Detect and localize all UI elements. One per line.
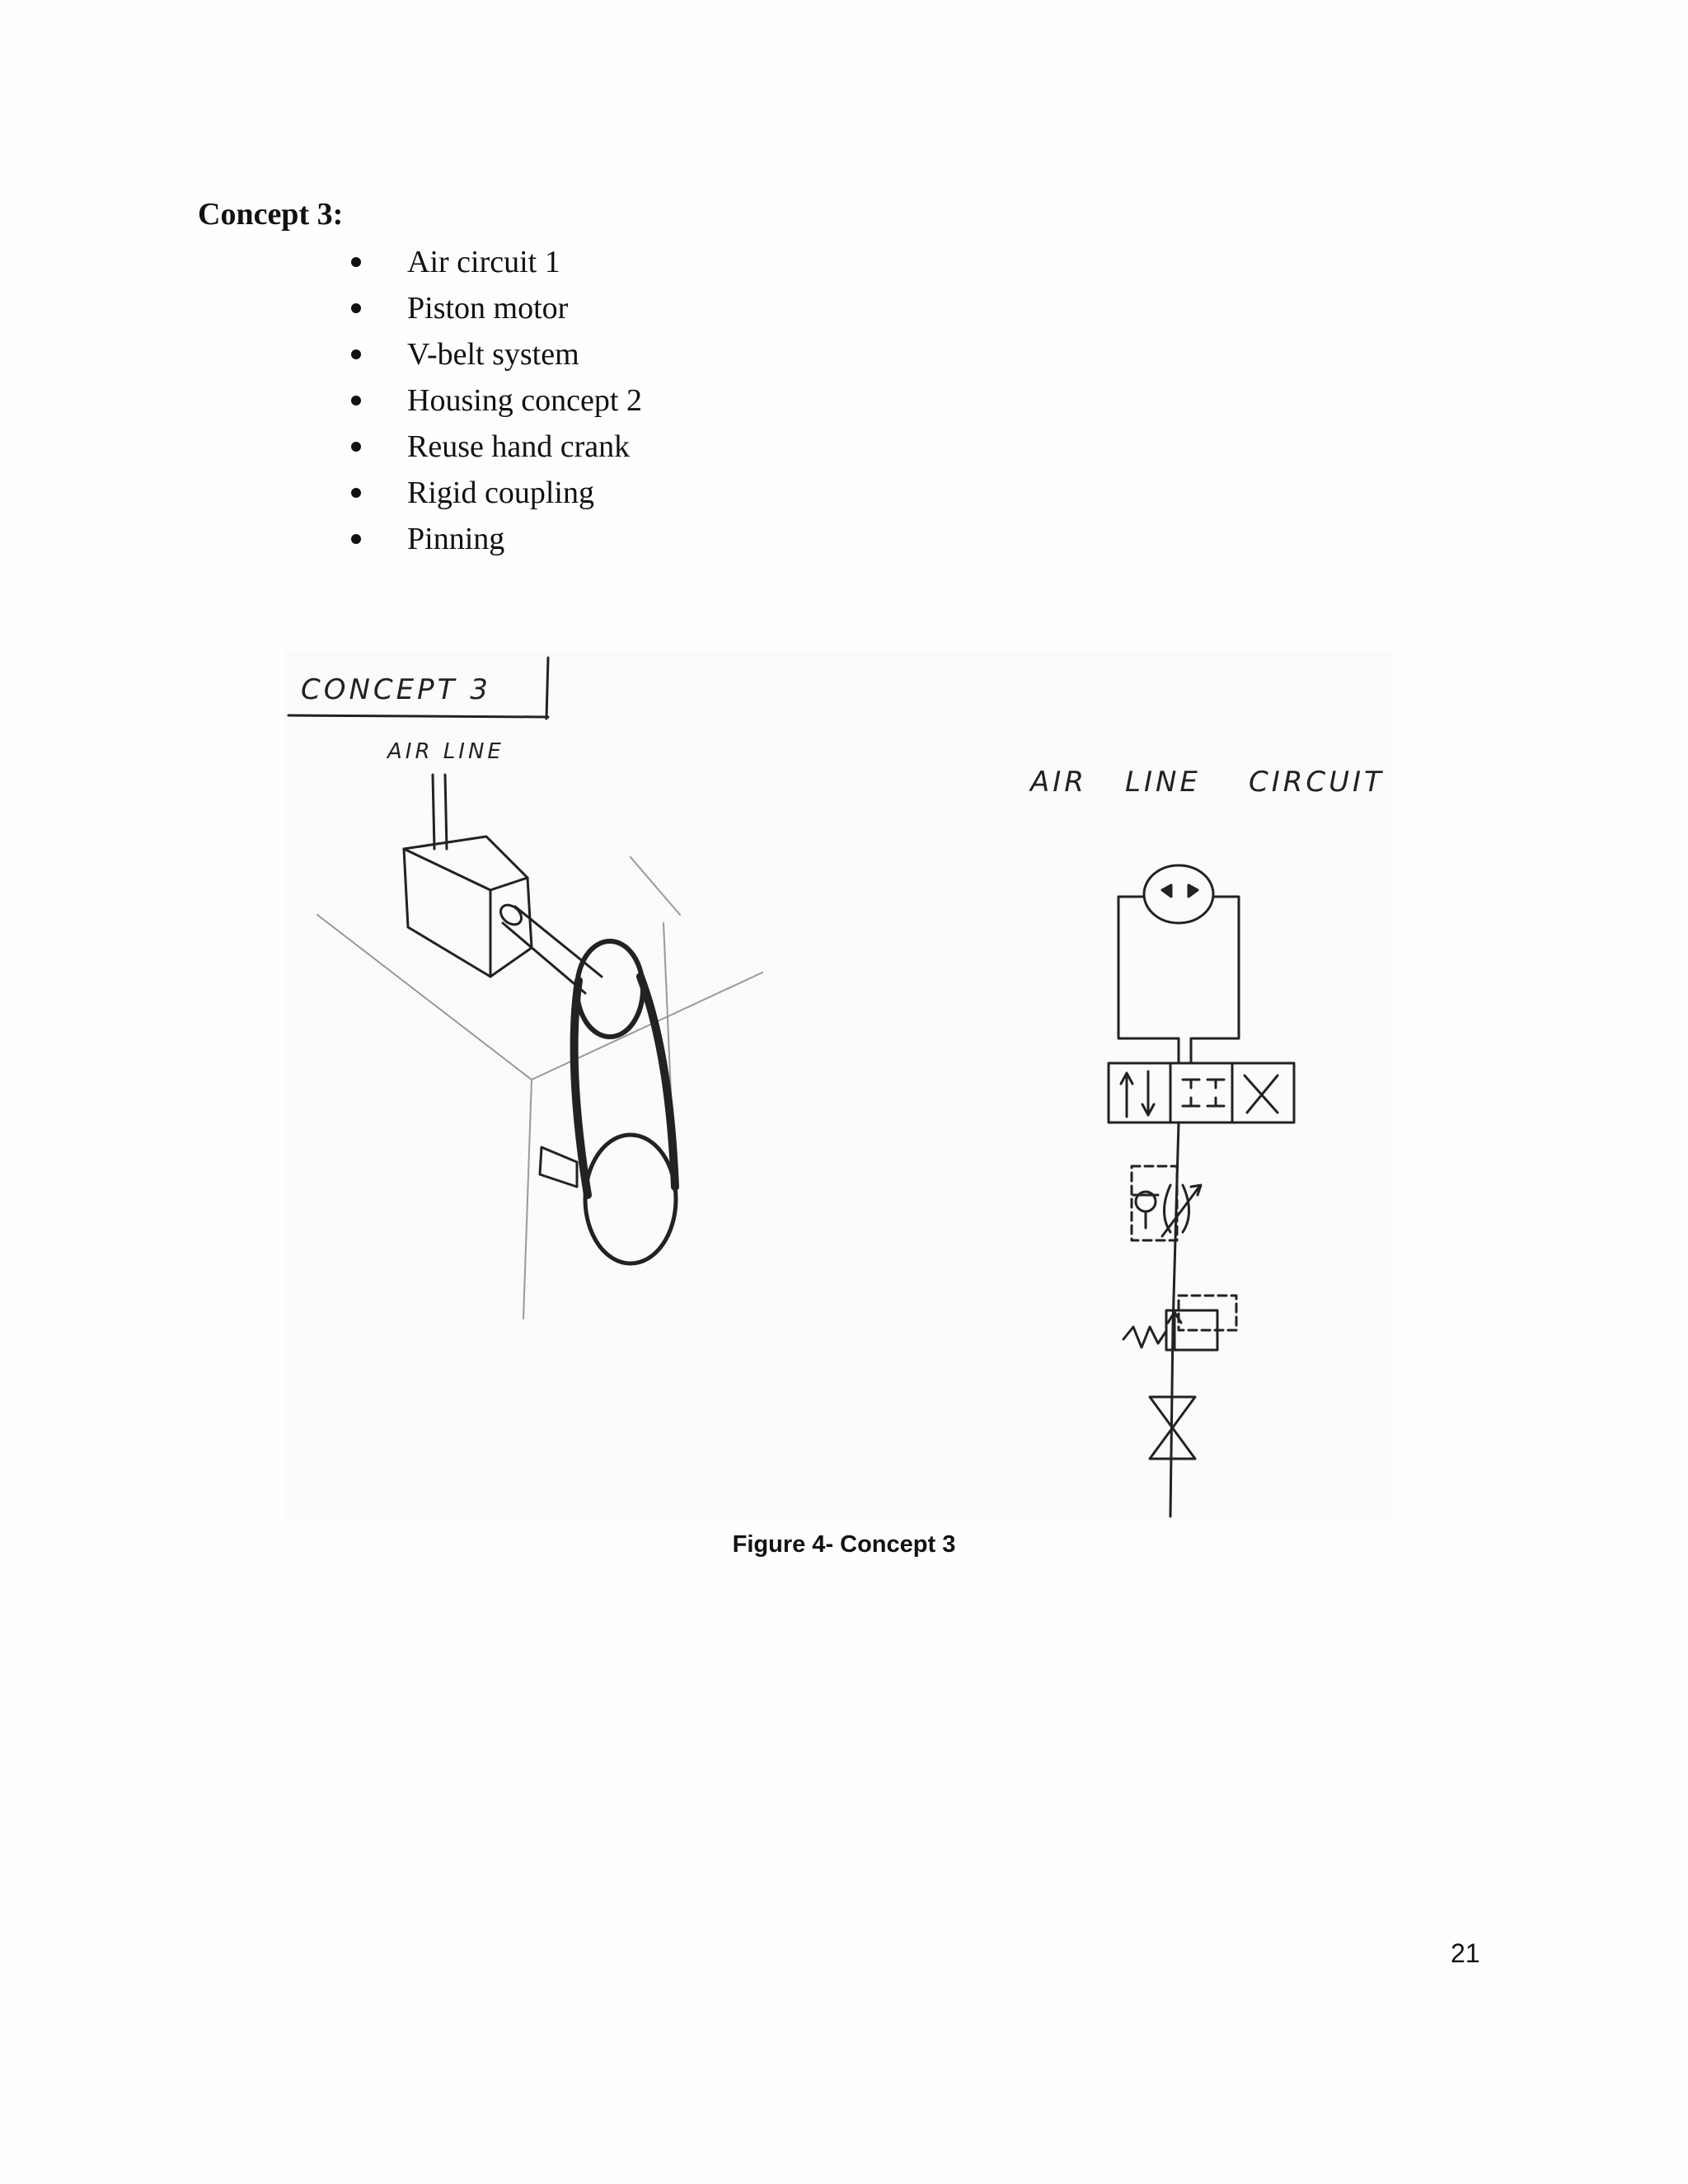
directional-valve <box>1109 1063 1294 1122</box>
title-underline <box>288 715 548 717</box>
air-pipe-right <box>445 775 447 849</box>
hand-sketch <box>284 651 1393 1521</box>
list-item: Piston motor <box>346 285 642 331</box>
v-belt-right <box>640 977 675 1187</box>
list-item: Air circuit 1 <box>346 239 642 285</box>
air-pipe-left <box>433 775 434 849</box>
title-bar <box>546 658 548 719</box>
list-item: Reuse hand crank <box>346 424 642 470</box>
list-item: Pinning <box>346 516 642 562</box>
circuit-label-line: LINE <box>1125 766 1201 799</box>
lower-pulley <box>585 1135 676 1263</box>
bullet-icon <box>351 534 361 544</box>
motor-front <box>404 849 490 977</box>
concept-sketch-figure <box>284 651 1393 1521</box>
air-line-label: AIR LINE <box>387 739 504 764</box>
figure-caption: Figure 4- Concept 3 <box>732 1531 956 1558</box>
bullet-icon <box>351 488 361 498</box>
bullet-icon <box>351 349 361 359</box>
page-number: 21 <box>1451 1938 1480 1968</box>
motor-side <box>490 878 532 977</box>
bullet-icon <box>351 303 361 313</box>
bullet-icon <box>351 396 361 405</box>
list-item: V-belt system <box>346 331 642 377</box>
actuator <box>1144 865 1213 923</box>
bullet-icon <box>351 442 361 452</box>
list-item: Housing concept 2 <box>346 377 642 424</box>
sketch-title: CONCEPT 3 <box>301 673 491 706</box>
section-heading: Concept 3: <box>198 197 344 232</box>
upper-pulley <box>577 941 643 1037</box>
circuit-label-circuit: CIRCUIT <box>1249 766 1385 799</box>
circuit-label-air: AIR <box>1030 766 1087 799</box>
component-list <box>346 239 642 562</box>
list-item: Rigid coupling <box>346 470 642 516</box>
motor-top <box>404 837 528 890</box>
bullet-icon <box>351 257 361 267</box>
